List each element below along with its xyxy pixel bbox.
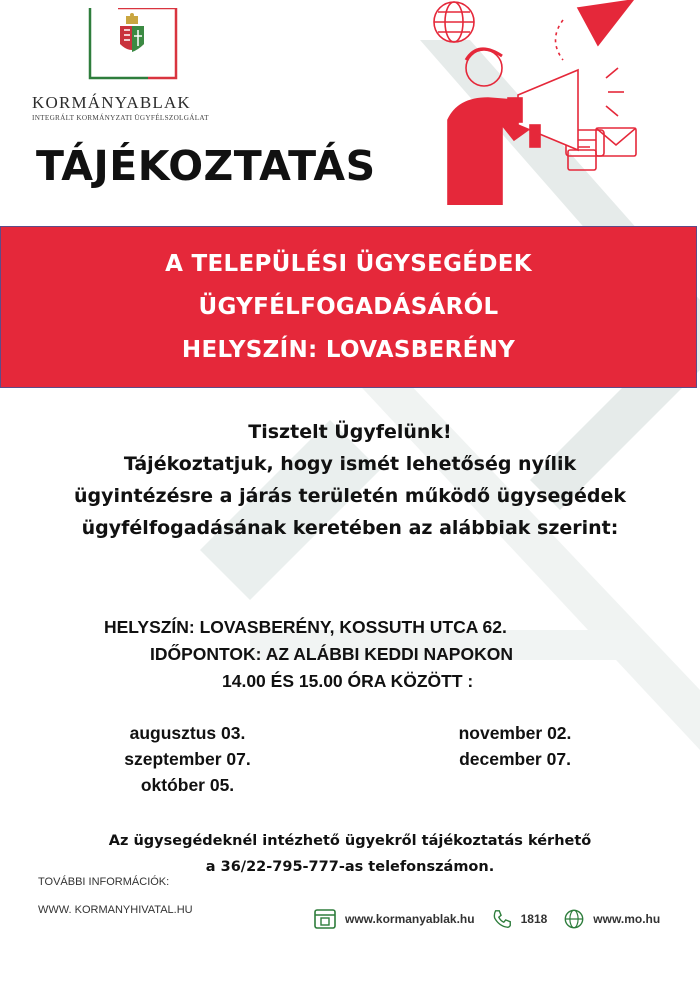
contact-note xyxy=(0,828,700,880)
brand-name: KORMÁNYABLAK xyxy=(32,93,191,112)
date-item: október 05. xyxy=(140,775,235,795)
footer-links xyxy=(313,905,676,933)
footer-info-label: TOVÁBBI INFORMÁCIÓK: xyxy=(38,876,170,888)
date-item: november 02. xyxy=(458,723,572,743)
dates-right-column xyxy=(430,720,600,772)
intro-line-2: ügyintézésre a járás területén működő ügysegédek xyxy=(74,485,626,507)
location-times: IDŐPONTOK: AZ ALÁBBI KEDDI NAPOKON xyxy=(150,644,513,664)
kormanyablak-icon xyxy=(313,907,337,931)
dates-left-column xyxy=(100,720,275,798)
footer-link-label: www.kormanyablak.hu xyxy=(345,912,475,926)
intro-line-3: ügyfélfogadásának keretében az alábbiak szerint: xyxy=(81,517,619,539)
kormanyablak-logo-mark xyxy=(88,8,178,83)
footer-link-phone[interactable] xyxy=(491,908,548,930)
intro-paragraph xyxy=(0,416,700,544)
date-item: augusztus 03. xyxy=(129,723,246,743)
phone-icon xyxy=(491,908,513,930)
intro-line-1: Tájékoztatjuk, hogy ismét lehetőség nyílik xyxy=(123,453,577,475)
date-item: december 07. xyxy=(459,749,571,769)
location-address: HELYSZÍN: LOVASBERÉNY, KOSSUTH UTCA 62. xyxy=(104,617,507,637)
location-hours: 14.00 ÉS 15.00 ÓRA KÖZÖTT : xyxy=(222,671,474,691)
footer-link-label: 1818 xyxy=(520,912,548,926)
footer-link-kormanyablak[interactable] xyxy=(313,907,475,931)
brand-subtitle: INTEGRÁLT KORMÁNYZATI ÜGYFÉLSZOLGÁLAT xyxy=(32,114,209,122)
greeting: Tisztelt Ügyfelünk! xyxy=(248,421,452,443)
title-banner xyxy=(0,226,697,388)
banner-line-1: A TELEPÜLÉSI ÜGYSEGÉDEK xyxy=(165,250,532,277)
date-item: szeptember 07. xyxy=(124,749,251,769)
contact-line-1: Az ügysegédeknél intézhető ügyekről tájékoztatás kérhető xyxy=(108,833,592,849)
page-title: TÁJÉKOZTATÁS xyxy=(36,142,376,190)
banner-line-3: HELYSZÍN: LOVASBERÉNY xyxy=(181,336,516,363)
globe-icon xyxy=(563,908,585,930)
kormanyablak-logo xyxy=(32,8,222,122)
footer-link-label: www.mo.hu xyxy=(593,912,661,926)
banner-line-2: ÜGYFÉLFOGADÁSÁRÓL xyxy=(198,293,499,320)
footer-info-url[interactable]: WWW. KORMANYHIVATAL.HU xyxy=(38,904,193,916)
contact-line-2: a 36/22-795-777-as telefonszámon. xyxy=(205,859,495,875)
megaphone-person-illustration xyxy=(418,0,700,205)
footer-link-mo[interactable] xyxy=(563,908,660,930)
